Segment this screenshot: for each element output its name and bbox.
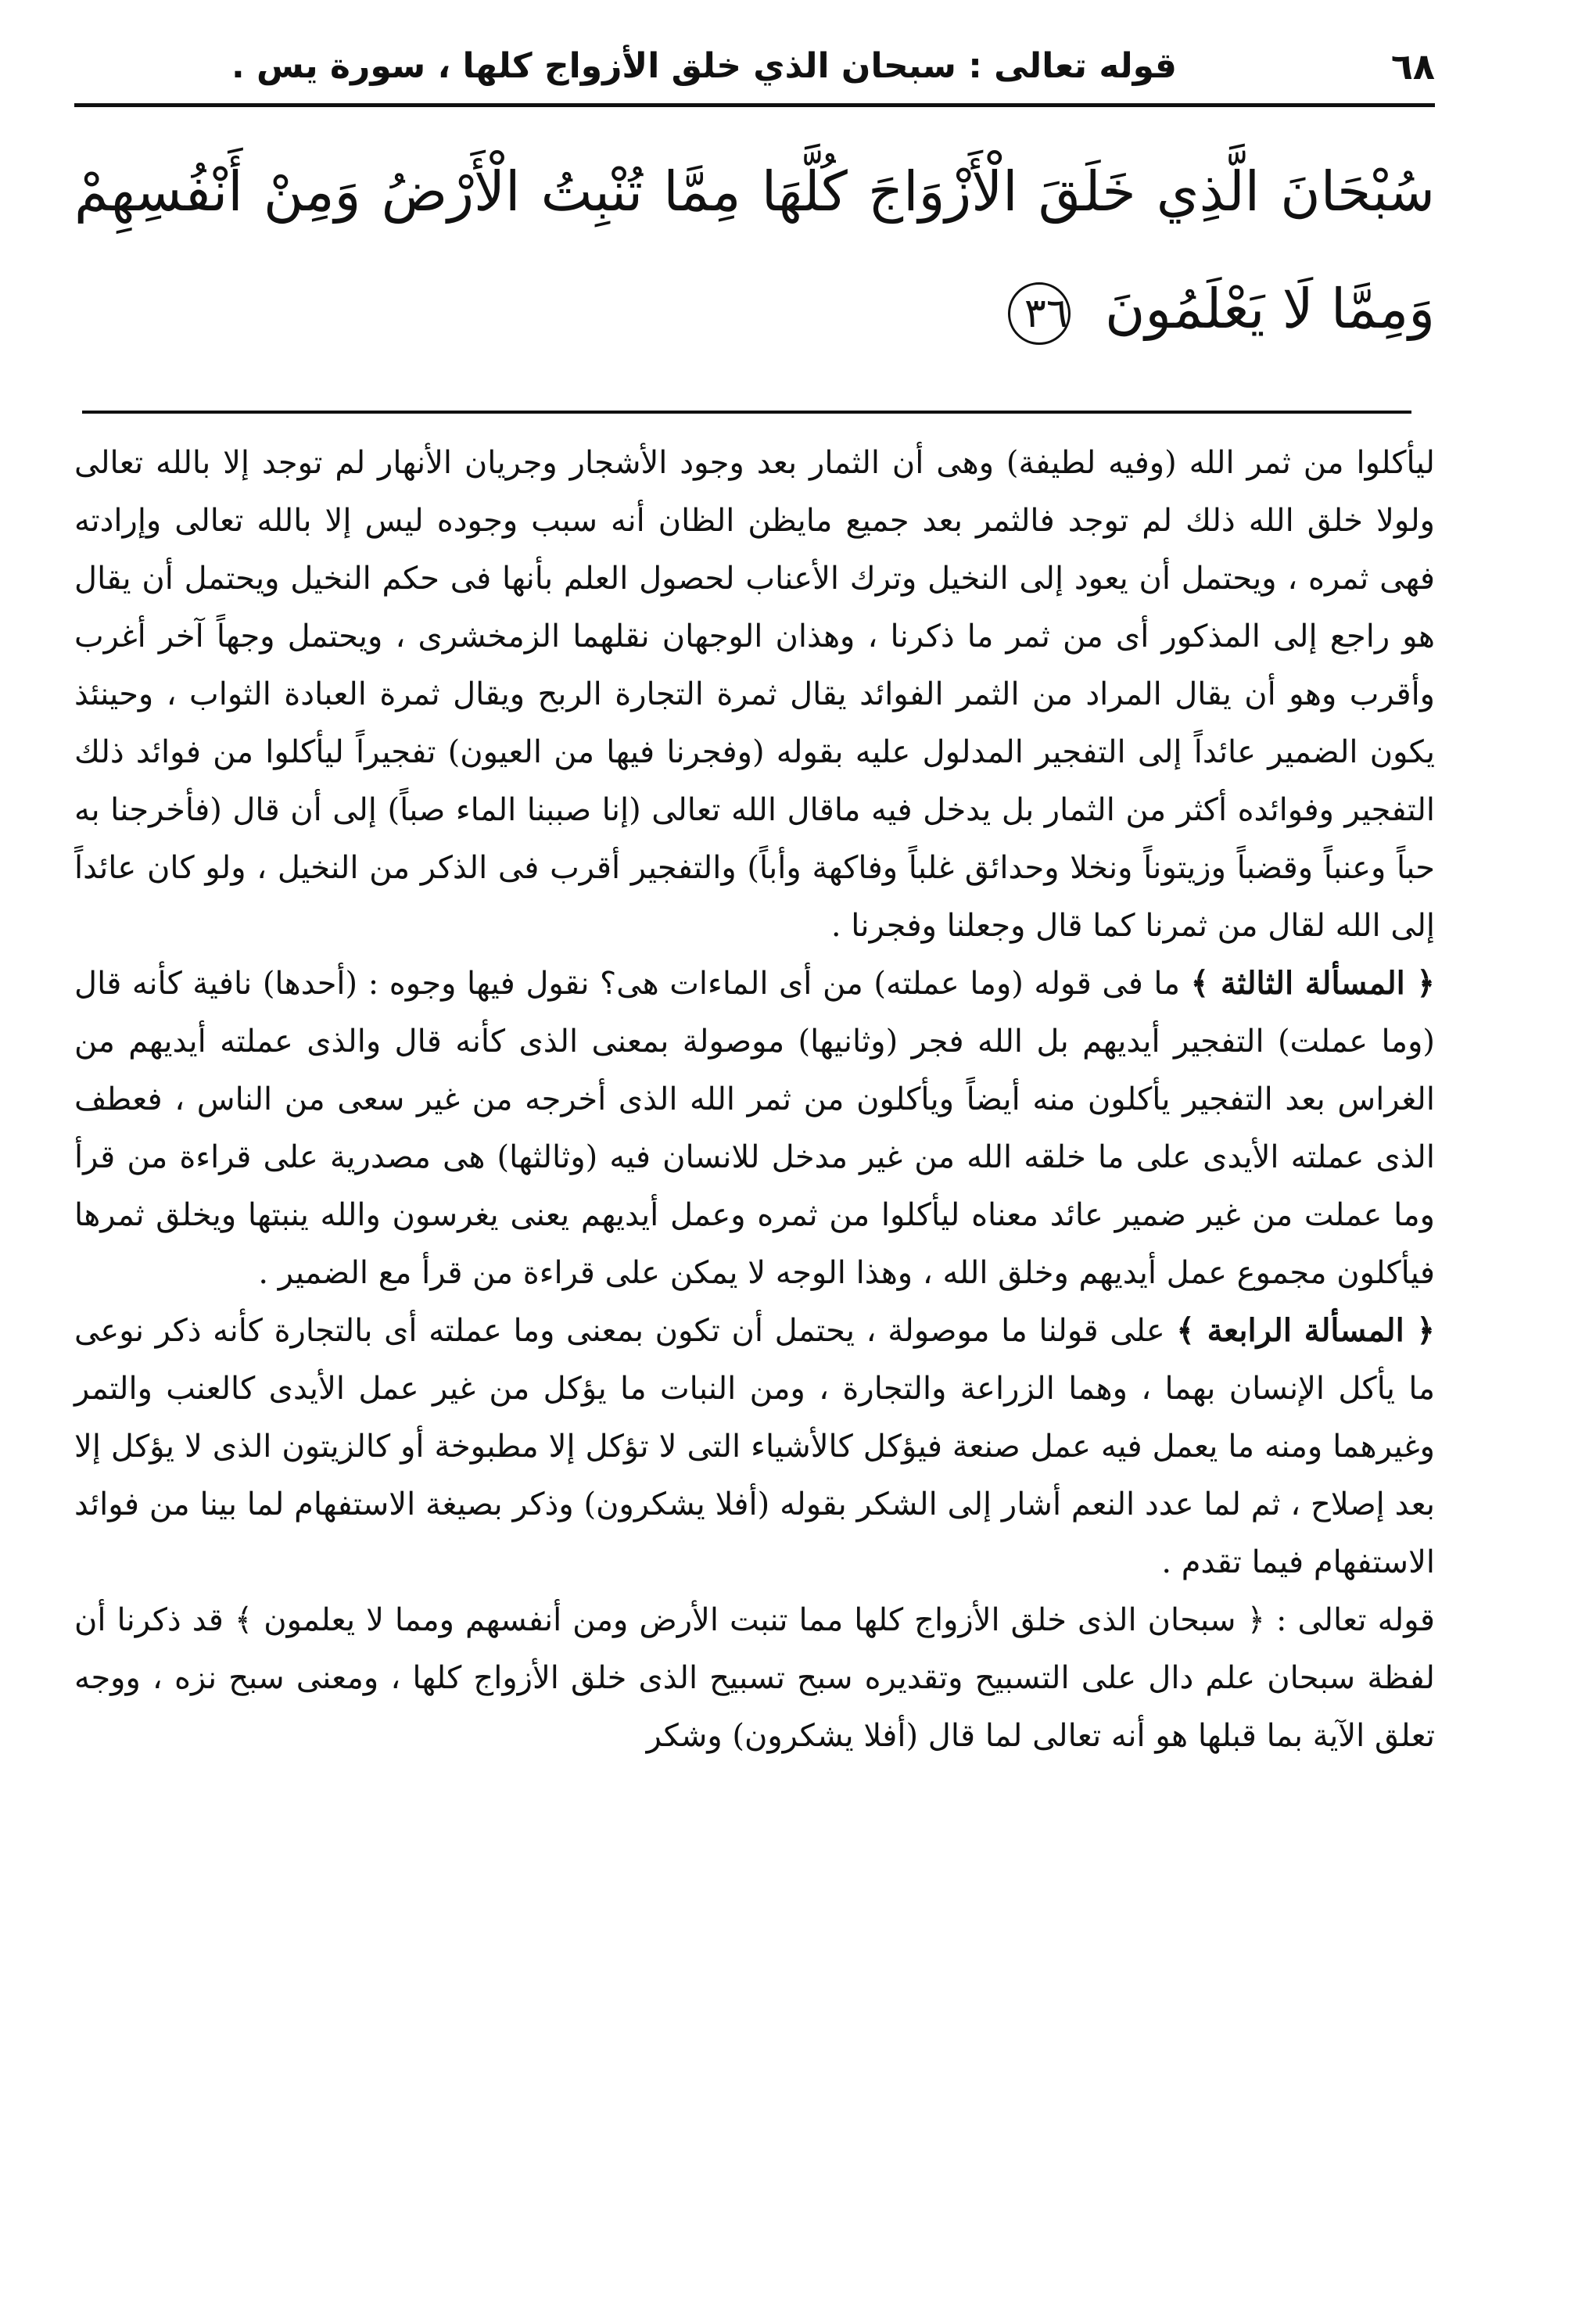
paragraph-1: ليأكلوا من ثمر الله (وفيه لطيفة) وهى أن الثمار بعد وجود الأشجار وجريان الأنهار لم توجد إلا بالله تعالى ولولا خلق الله ذلك لم توجد فالثمر بعد جميع مايظن الظان أنه سبب وجوده ليس إلا بالله تعالى وإرادته فهى ثمره ، ويحتمل أن يعود إلى النخيل وترك الأعناب لحصول العلم بأنها فى حكم النخيل ويحتمل أن يقال هو راجع إلى المذكور أى من ثمر ما ذكرنا ، وهذان الوجهان نقلهما الزمخشرى ، ويحتمل وجهاً آخر أغرب وأقرب وهو أن يقال المراد من الثمر الفوائد يقال ثمرة التجارة الربح ويقال ثمرة العبادة الثواب ، وحينئذ يكون الضمير عائداً إلى التفجير المدلول عليه بقوله (وفجرنا فيها من العيون) تفجيراً ليأكلوا من فوائد ذلك التفجير وفوائده أكثر من الثمار بل يدخل فيه ماقال الله تعالى (إنا صببنا الماء صباً) إلى أن قال (فأخرجنا به حباً وعنباً وقضباً وزيتوناً ونخلا وحدائق غلباً وفاكهة وأباً) والتفجير أقرب فى الذكر من النخيل ، ولو كان عائداً إلى الله لقال من ثمرنا كما قال وجعلنا وفجرنا . — [74, 445, 1436, 944]
running-head — [74, 39, 1435, 94]
paragraph-3 — [74, 1302, 1435, 1591]
masala-3-label: ﴿ المسألة الثالثة ﴾ — [1190, 965, 1435, 1002]
running-head-title: قوله تعالى : سبحان الذي خلق الأزواج كلها ، سورة يس . — [231, 46, 1177, 86]
paragraph-3-text: على قولنا ما موصولة ، يحتمل أن تكون بمعنى وما عملته أى بالتجارة كأنه ذكر نوعى ما يأكل الإنسان بهما ، وهما الزراعة والتجارة ، ومن النبات ما يؤكل من غير عمل الأيدى كالعنب والتمر وغيرهما ومنه ما يعمل فيه عمل صنعة فيؤكل كالأشياء التى لا تؤكل إلا مطبوخة أو كالزيتون الذى لا يؤكل إلا بعد إصلاح ، ثم لما عدد النعم أشار إلى الشكر بقوله (أفلا يشكرون) وذكر بصيغة الاستفهام لما بينا من فوائد الاستفهام فيما تقدم . — [74, 1313, 1435, 1580]
paragraph-2 — [74, 955, 1435, 1302]
ayah-number-mark: ٣٦ — [1008, 282, 1071, 345]
paragraph-2-text: ما فى قوله (وما عملته) من أى الماءات هى؟ نقول فيها وجوه : (أحدها) نافية كأنه قال (وما عملت) التفجير أيديهم بل الله فجر (وثانيها) موصولة بمعنى الذى كأنه قال والذى عملته أيديهم من الغراس بعد التفجير يأكلون منه أيضاً ويأكلون من ثمر الله الذى أخرجه من غير سعى من الناس ، فعطف الذى عملته الأيدى على ما خلقه الله من غير مدخل للانسان فيه (وثالثها) هى مصدرية على قراءة من قرأ وما عملت من غير ضمير عائد معناه ليأكلوا من ثمره وعمل أيديهم يعنى يغرسون والله ينبتها ويخلق ثمرها فيأكلون مجموع عمل أيديهم وخلق الله ، وهذا الوجه لا يمكن على قراءة من قرأ مع الضمير . — [74, 966, 1435, 1291]
masala-4-label: ﴿ المسألة الرابعة ﴾ — [1176, 1312, 1435, 1349]
commentary-text — [74, 434, 1435, 1765]
page-number: ٦٨ — [1390, 45, 1435, 88]
quran-verse — [74, 133, 1435, 368]
book-page — [74, 16, 1435, 2283]
paragraph-4: قوله تعالى : ﴿ سبحان الذى خلق الأزواج كلها مما تنبت الأرض ومن أنفسهم ومما لا يعلمون ﴾ قد ذكرنا أن لفظة سبحان علم دال على التسبيح وتقديره سبح تسبيح الذى خلق الأزواج كلها ، ومعنى سبح نزه ، ووجه تعلق الآية بما قبلها هو أنه تعالى لما قال (أفلا يشكرون) وشكر — [74, 1602, 1435, 1754]
header-rule — [74, 103, 1435, 107]
verse-text: سُبْحَانَ الَّذِي خَلَقَ الْأَزْوَاجَ كُلَّهَا مِمَّا تُنْبِتُ الْأَرْضُ وَمِنْ أَنْفُسِهِمْ وَمِمَّا لَا يَعْلَمُونَ — [74, 160, 1435, 341]
verse-rule — [82, 411, 1411, 414]
